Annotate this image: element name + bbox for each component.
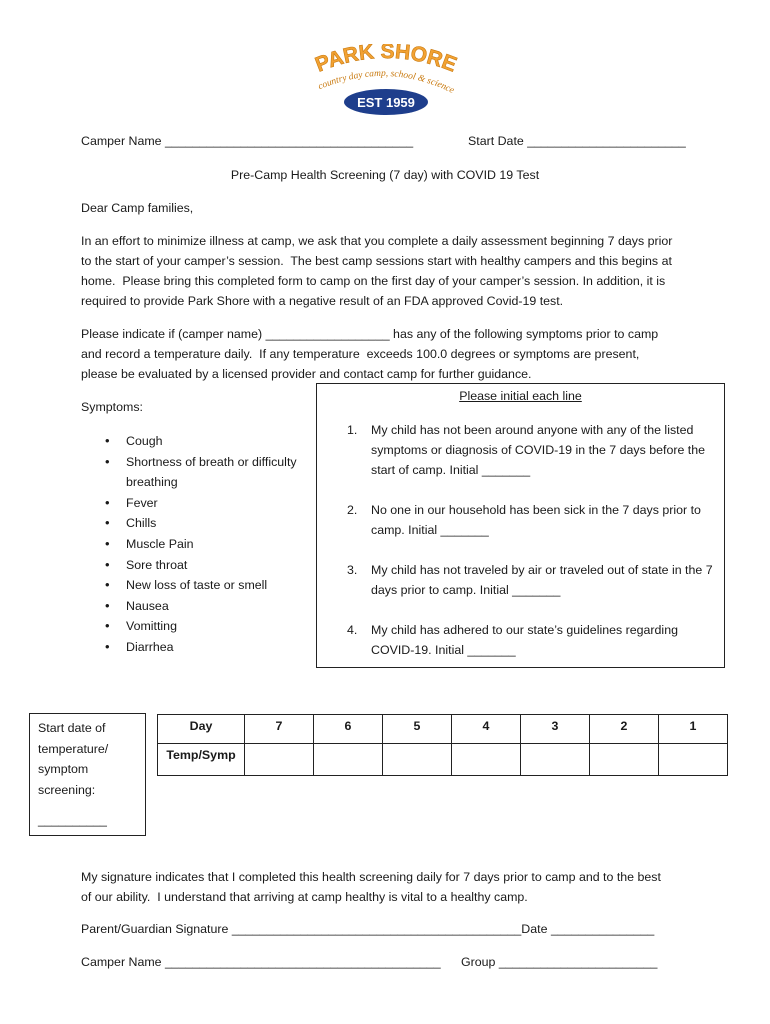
- start-box-line: Start date of: [38, 721, 106, 735]
- footer-group-label: Group: [461, 955, 496, 969]
- start-box-blank[interactable]: __________: [38, 813, 107, 827]
- header-camper-name: [81, 133, 413, 149]
- temp-entry-cell[interactable]: [452, 744, 521, 776]
- indicate-paragraph: [81, 324, 711, 384]
- day-header-cell: 1: [659, 715, 728, 744]
- header-camper-name-blank[interactable]: ____________________________________: [165, 134, 414, 148]
- footer-group-blank[interactable]: _______________________: [498, 955, 658, 969]
- indicate-line: and record a temperature daily. If any temperature exceeds 100.0 degrees or symptoms are present,: [81, 347, 640, 361]
- symptoms-list: [105, 431, 305, 658]
- initial-item-text: My child has not traveled by air or traveled out of state in the 7 days prior to camp. Initial _______: [371, 563, 713, 597]
- start-box-line: symptom: [38, 762, 89, 776]
- indicate-line: please be evaluated by a licensed provider and contact camp for further guidance.: [81, 367, 532, 381]
- day-header-cell: 2: [590, 715, 659, 744]
- parent-date-blank[interactable]: _______________: [550, 922, 655, 936]
- temp-symp-label-cell: Temp/Symp: [158, 744, 245, 776]
- intro-paragraph: [81, 231, 711, 311]
- symptom-item: • Nausea: [105, 596, 305, 617]
- parent-signature-blank[interactable]: __________________________________________: [231, 922, 522, 936]
- signature-paragraph: [81, 867, 711, 907]
- temp-entry-cell[interactable]: [659, 744, 728, 776]
- header-camper-name-label: Camper Name: [81, 134, 162, 148]
- header-start-date-label: Start Date: [468, 134, 524, 148]
- symptoms-heading: Symptoms:: [81, 400, 143, 414]
- initials-box: [316, 383, 725, 668]
- temp-entry-cell[interactable]: [245, 744, 314, 776]
- symptom-item: • Diarrhea: [105, 637, 305, 658]
- symptom-item: • New loss of taste or smell: [105, 575, 305, 596]
- initial-item-number: 2.: [347, 503, 358, 517]
- greeting: Dear Camp families,: [81, 201, 194, 215]
- intro-line: home. Please bring this completed form to camp on the first day of your camper’s session. In addition, it is: [81, 274, 666, 288]
- day-header-cell: 6: [314, 715, 383, 744]
- signature-line: of our ability. I understand that arriving at camp healthy is vital to a healthy camp.: [81, 890, 528, 904]
- initial-item-number: 4.: [347, 623, 358, 637]
- initial-item-number: 3.: [347, 563, 358, 577]
- intro-line: to the start of your camper’s session. The best camp sessions start with healthy campers and this begins at: [81, 254, 672, 268]
- signature-line: My signature indicates that I completed this health screening daily for 7 days prior to camp and to the best: [81, 870, 661, 884]
- intro-line: In an effort to minimize illness at camp, we ask that you complete a daily assessment beginning 7 days prior: [81, 234, 673, 248]
- day-header-cell: 4: [452, 715, 521, 744]
- symptom-item: • Cough: [105, 431, 305, 452]
- header-start-date-blank[interactable]: _______________________: [527, 134, 686, 148]
- footer-camper-name-label: Camper Name: [81, 955, 162, 969]
- day-header-cell: 5: [383, 715, 452, 744]
- symptom-item: • Chills: [105, 513, 305, 534]
- footer-camper-name: [81, 954, 441, 970]
- temperature-table: [157, 714, 728, 776]
- initial-item-text: My child has not been around anyone with any of the listed symptoms or diagnosis of COVID-19 in the 7 days before the start of camp. Initial _______: [371, 423, 706, 477]
- logo-brand-text: PARK SHORE: [312, 44, 460, 77]
- footer-group: [461, 954, 657, 970]
- temp-entry-cell[interactable]: [521, 744, 590, 776]
- page-title: Pre-Camp Health Screening (7 day) with COVID 19 Test: [230, 168, 540, 182]
- day-header-cell: 3: [521, 715, 590, 744]
- symptom-item: • Muscle Pain: [105, 534, 305, 555]
- temp-entry-cell[interactable]: [590, 744, 659, 776]
- initial-item-text: My child has adhered to our state’s guidelines regarding COVID-19. Initial _______: [371, 623, 678, 657]
- temp-entry-cell[interactable]: [314, 744, 383, 776]
- start-date-box: [29, 713, 146, 836]
- initials-box-heading: Please initial each line: [459, 389, 582, 403]
- symptom-item: • Vomitting: [105, 616, 305, 637]
- parent-date-label: Date: [521, 922, 548, 936]
- initial-item-text: No one in our household has been sick in the 7 days prior to camp. Initial _______: [371, 503, 701, 537]
- temp-entry-cell[interactable]: [383, 744, 452, 776]
- symptom-item: • Fever: [105, 493, 305, 514]
- initial-item-number: 1.: [347, 423, 358, 437]
- logo-est-text: EST 1959: [357, 95, 415, 110]
- park-shore-logo: [304, 44, 468, 120]
- symptom-item: • Sore throat: [105, 555, 305, 576]
- day-header-cell: 7: [245, 715, 314, 744]
- start-box-line: screening:: [38, 782, 96, 797]
- header-start-date: [468, 133, 686, 149]
- intro-line: required to provide Park Shore with a negative result of an FDA approved Covid-19 test.: [81, 294, 564, 308]
- indicate-line: Please indicate if (camper name) __________________ has any of the following symptoms prior to camp: [81, 327, 659, 341]
- start-box-line: temperature/: [38, 741, 109, 756]
- symptom-item: • Shortness of breath or difficulty breathing: [105, 452, 305, 493]
- day-label-cell: Day: [158, 715, 245, 744]
- footer-camper-name-blank[interactable]: ________________________________________: [165, 955, 441, 969]
- parent-signature-label: Parent/Guardian Signature: [81, 922, 229, 936]
- logo-tagline-text: country day camp, school & science: [316, 68, 456, 96]
- parent-signature-row: [81, 921, 654, 937]
